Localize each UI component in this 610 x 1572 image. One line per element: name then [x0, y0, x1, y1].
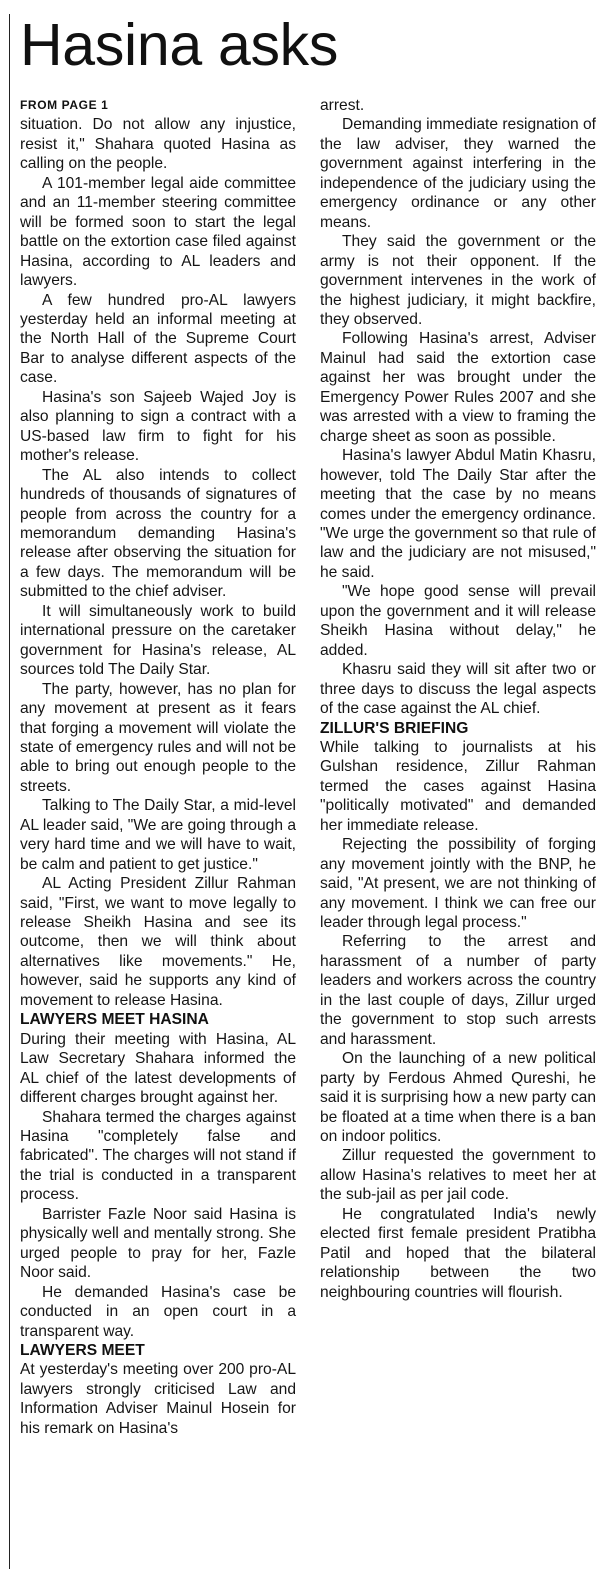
paragraph: It will simultaneously work to build international pressure on the caretaker government for Hasina's release, AL sources told The Daily Star.: [20, 602, 296, 679]
column-rule: [9, 14, 10, 1569]
paragraph: A few hundred pro-AL lawyers yesterday held an informal meeting at the North Hall of the Supreme Court Bar to analyse different aspects of the case.: [20, 291, 296, 387]
section-subhead: LAWYERS MEET: [20, 1342, 145, 1359]
paragraph: Talking to The Daily Star, a mid-level AL leader said, "We are going through a very hard time and we will have to wait, be calm and patient to get justice.": [20, 797, 297, 873]
paragraph: Rejecting the possibility of forging any movement jointly with the BNP, he said, "At present, we are not thinking of any movement. I think we can free our leader through legal process.": [320, 836, 596, 932]
paragraph: Following Hasina's arrest, Adviser Mainul had said the extortion case against her was brought under the Emergency Power Rules 2007 and she was arrested with a view to framing the charge sheet as soon as possible.: [320, 330, 596, 445]
paragraph: Barrister Fazle Noor said Hasina is physically well and mentally strong. She urged people to pray for her, Fazle Noor said.: [20, 1205, 296, 1282]
section-subhead: LAWYERS MEET HASINA: [20, 1011, 209, 1029]
headline: Hasina asks: [20, 12, 339, 78]
right-column-body: [320, 96, 596, 1302]
paragraph: Hasina's lawyer Abdul Matin Khasru, however, told The Daily Star after the meeting that the case by no means comes under the emergency ordinance. "We urge the government so that rule of law and the judiciary are not misused," he said.: [320, 447, 596, 581]
paragraph: The party, however, has no plan for any movement at present as it fears that forging a movement will violate the state of emergency rules and will not be able to bring out enough people to the streets.: [20, 680, 296, 795]
jump-label: FROM PAGE 1: [20, 98, 109, 112]
paragraph: They said the government or the army is not their opponent. If the government intervenes in the work of the highest judiciary, it might backfire, they observed.: [320, 233, 596, 328]
paragraph: He congratulated India's newly elected first female president Pratibha Patil and hoped that the bilateral relationship between the two neighbouring countries will flourish.: [320, 1205, 596, 1301]
paragraph: arrest.: [320, 97, 365, 114]
paragraph: Referring to the arrest and harassment of a number of party leaders and workers across the country in the last couple of days, Zillur urged the government to stop such arrests and harassment.: [320, 933, 596, 1048]
paragraph: Hasina's son Sajeeb Wajed Joy is also planning to sign a contract with a US-based law firm to fight for his mother's release.: [20, 388, 296, 465]
article-column-left: [20, 96, 296, 1438]
paragraph: Demanding immediate resignation of the law adviser, they warned the government against interfering in the independence of the judiciary using the emergency ordinance or any other means.: [320, 116, 596, 231]
paragraph: situation. Do not allow any injustice, resist it," Shahara quoted Hasina as calling on the people.: [20, 116, 296, 173]
paragraph: On the launching of a new political party by Ferdous Ahmed Qureshi, he said it is surprising how a new party can be floated at a time when there is a ban on indoor politics.: [320, 1050, 596, 1146]
paragraph: A 101-member legal aide committee and an 11-member steering committee will be formed soon to start the legal battle on the extortion case filed against Hasina, according to AL leaders and lawyers.: [20, 174, 296, 290]
paragraph: AL Acting President Zillur Rahman said, "First, we want to move legally to release Sheikh Hasina and see its outcome, then we will think about alternatives like movements." He, however, said he supports any kind of movement to release Hasina.: [20, 875, 296, 1009]
section-subhead: ZILLUR'S BRIEFING: [320, 719, 469, 737]
paragraph: During their meeting with Hasina, AL Law Secretary Shahara informed the AL chief of the latest developments of different charges brought against her.: [20, 1030, 296, 1107]
left-column-body: [20, 115, 296, 1438]
paragraph: "We hope good sense will prevail upon the government and it will release Sheikh Hasina without delay," he added.: [320, 583, 596, 659]
article-column-right: [320, 96, 596, 1302]
paragraph: The AL also intends to collect hundreds of thousands of signatures of people from across the country for a memorandum demanding Hasina's release after observing the situation for a few days. The memorandum will be submitted to the chief adviser.: [20, 466, 296, 601]
paragraph: At yesterday's meeting over 200 pro-AL lawyers strongly criticised Law and Information Adviser Mainul Hosein for his remark on Hasina's: [20, 1361, 296, 1437]
paragraph: He demanded Hasina's case be conducted in an open court in a transparent way.: [20, 1283, 296, 1340]
paragraph: Shahara termed the charges against Hasina "completely false and fabricated". The charges will not stand if the trial is conducted in a transparent process.: [20, 1108, 296, 1204]
paragraph: While talking to journalists at his Gulshan residence, Zillur Rahman termed the cases against Hasina "politically motivated" and demanded her immediate release.: [320, 738, 596, 834]
paragraph: Khasru said they will sit after two or three days to discuss the legal aspects of the case against the AL chief.: [320, 661, 596, 718]
paragraph: Zillur requested the government to allow Hasina's relatives to meet her at the sub-jail as per jail code.: [320, 1147, 596, 1204]
